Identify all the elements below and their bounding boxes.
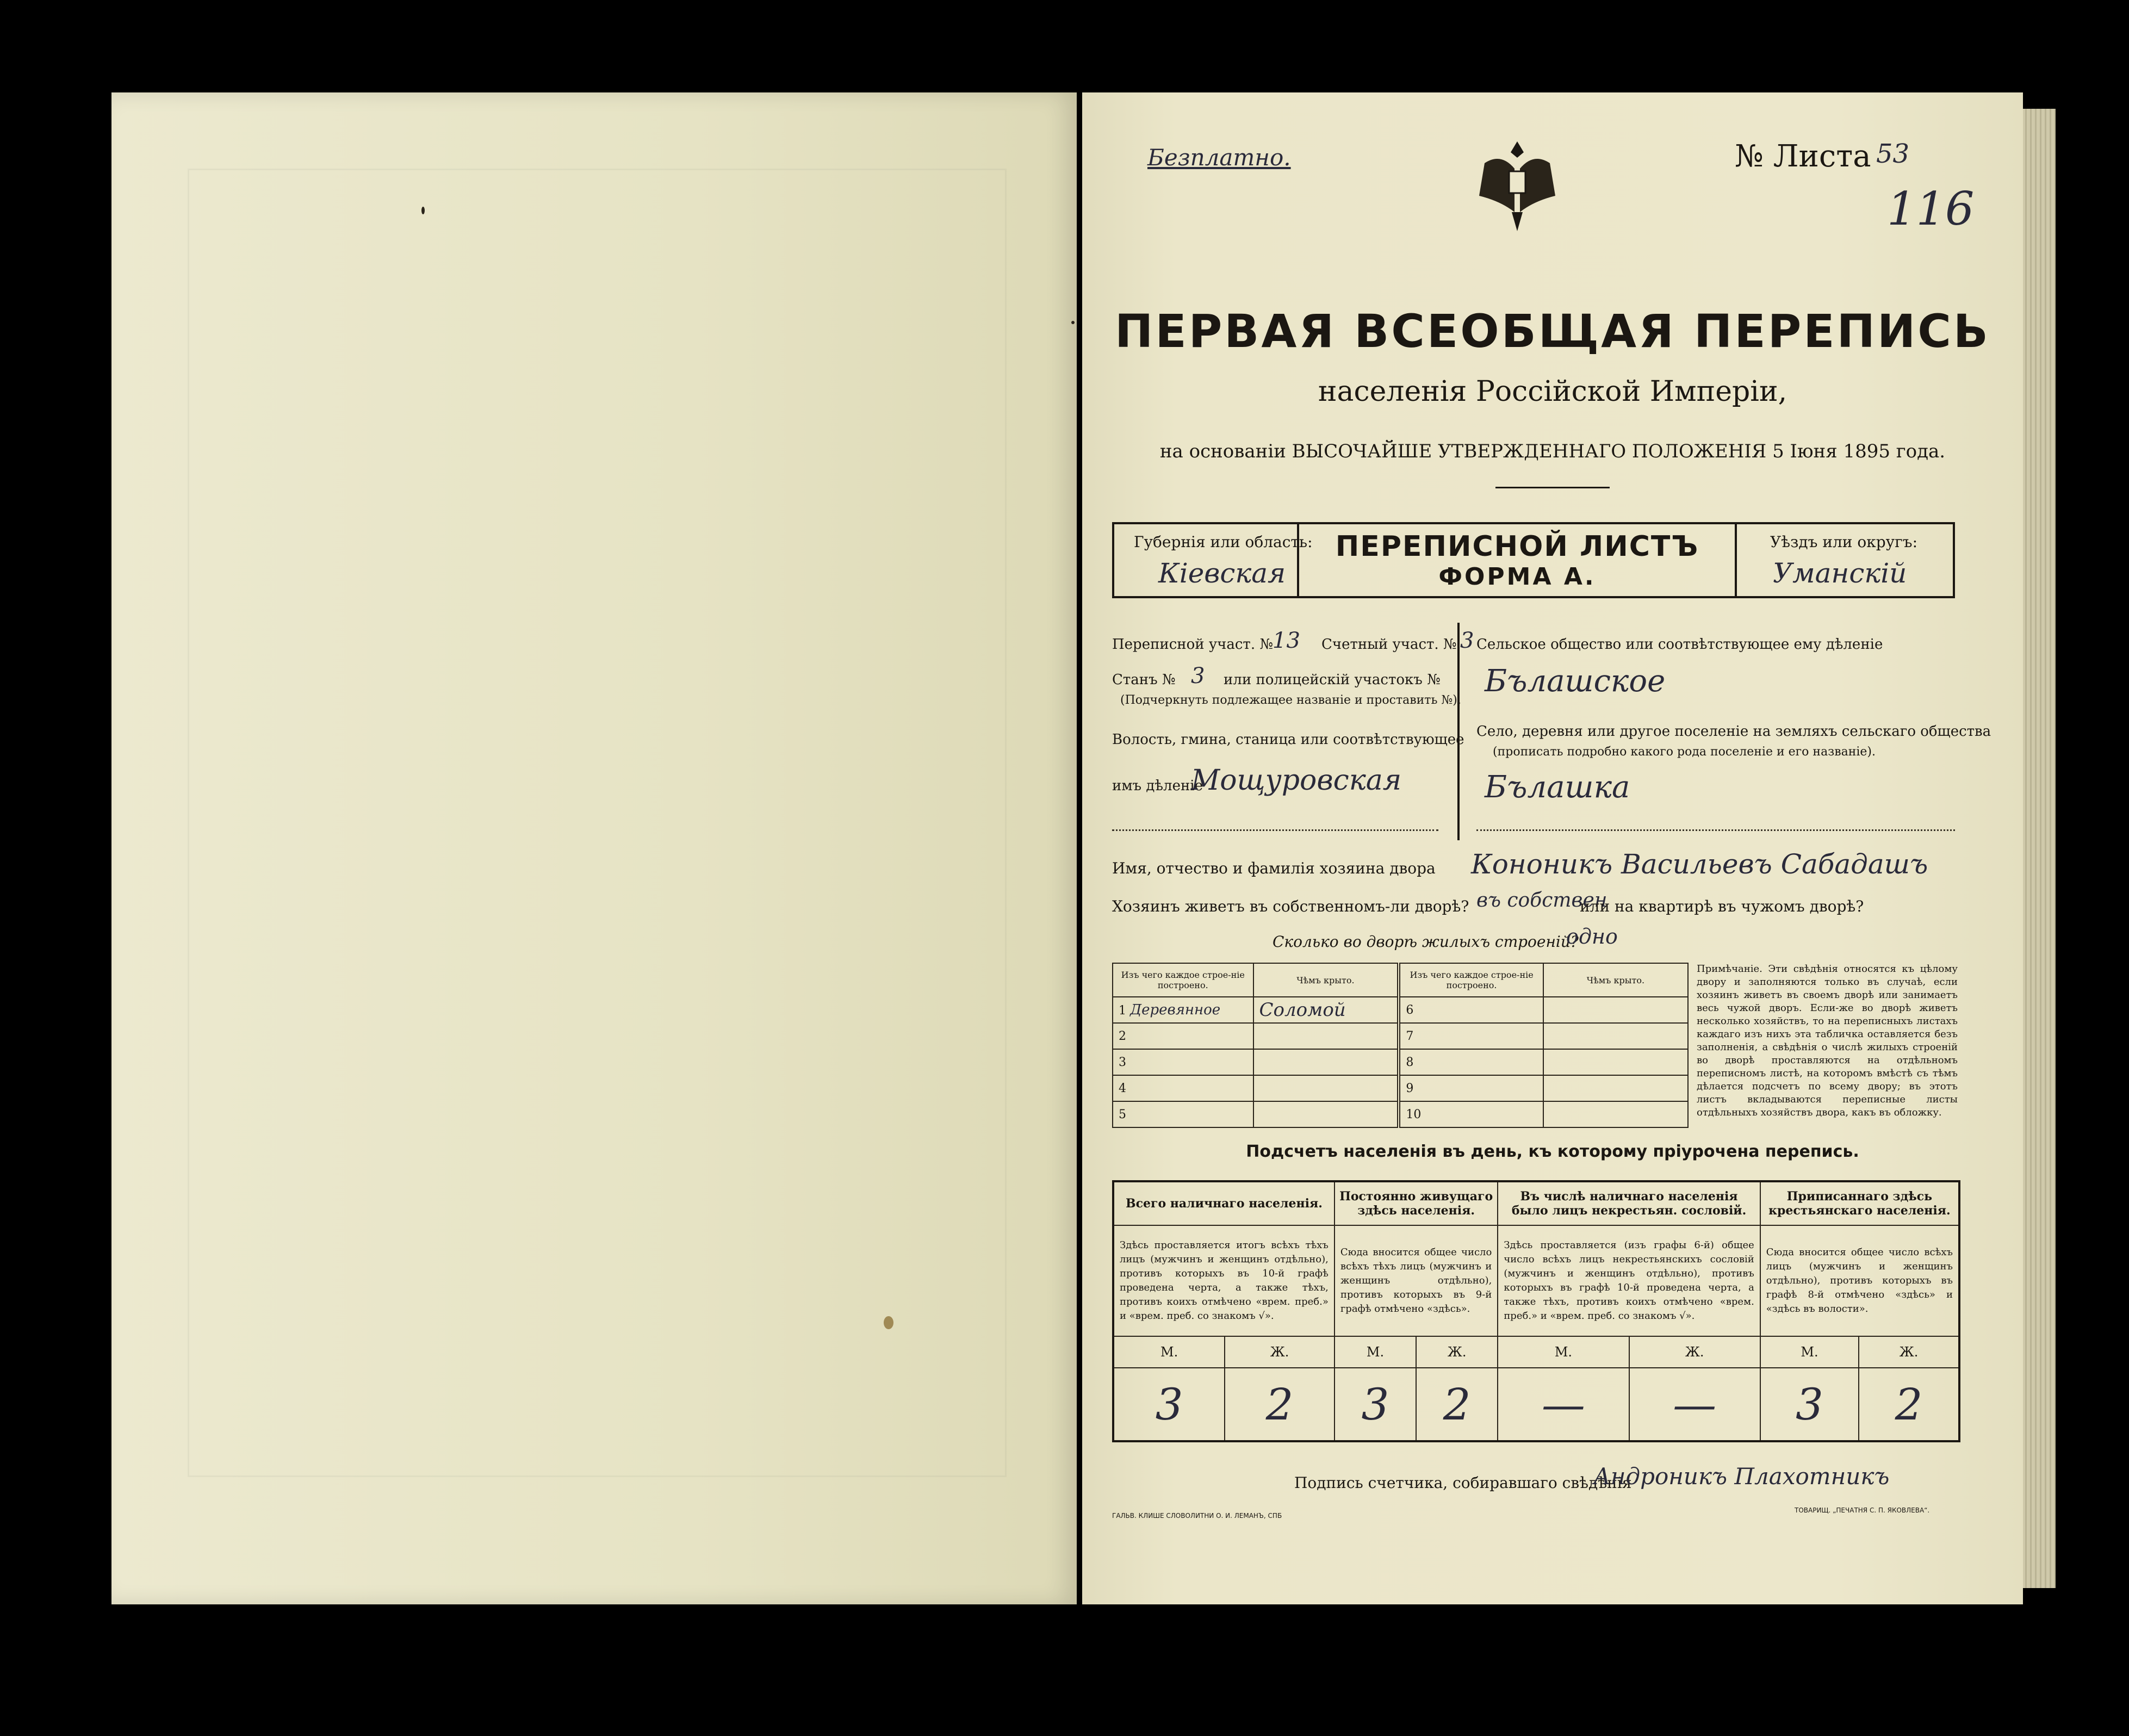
row-number: 8 (1399, 1049, 1543, 1075)
village-value: Бълашка (1485, 770, 1630, 805)
row-number: 3 (1113, 1049, 1253, 1075)
female-count: — (1629, 1368, 1760, 1441)
census-area-label: Переписной участ. № (1112, 636, 1273, 653)
volost-value: Мощуровская (1191, 764, 1402, 797)
female-label: Ж. (1416, 1336, 1498, 1368)
row-number: 10 (1399, 1101, 1543, 1127)
table-row (1113, 1023, 1688, 1049)
page-subtitle: населенія Россійской Имперіи, (1318, 375, 1787, 408)
male-count: — (1498, 1368, 1629, 1441)
signature-label: Подпись счетчика, собиравшаго свѣдѣнія (1294, 1474, 1632, 1492)
table-row (1113, 1101, 1688, 1127)
table-cell (1113, 997, 1253, 1023)
count-column-description: Сюда вносится общее число всѣхъ лицъ (мужчинъ и женщинъ отдѣльно), противъ которыхъ въ графѣ 8-й отмѣчено «здѣсь» и «здѣсь въ волости». (1760, 1225, 1959, 1336)
population-count-table (1112, 1180, 1960, 1442)
table-row (1113, 997, 1688, 1023)
buildings-table (1112, 963, 1689, 1128)
society-value: Бълашское (1485, 664, 1666, 699)
archive-number: 116 (1887, 182, 1975, 235)
cell-roof (1543, 1049, 1688, 1075)
form-title: ПЕРЕПИСНОЙ ЛИСТЪ (1335, 530, 1699, 563)
male-count: 3 (1113, 1368, 1225, 1441)
female-count: 2 (1416, 1368, 1498, 1441)
police-label: или полицейскій участокъ № (1224, 672, 1441, 688)
cell-roof (1543, 997, 1688, 1023)
volost-label: Волость, гмина, станица или соотвѣтствующее (1112, 731, 1464, 748)
count-column-description: Сюда вносится общее число всѣхъ тѣхъ лицъ (мужчинъ и женщинъ отдѣльно), противъ которыхъ въ 9-й графѣ отмѣчено «здѣсь». (1334, 1225, 1498, 1336)
printer-right: ТОВАРИЩ. „ПЕЧАТНЯ С. П. ЯКОВЛЕВА“. (1795, 1506, 1930, 1514)
column-header: Чѣмъ крыто. (1543, 963, 1688, 997)
column-divider (1457, 623, 1460, 840)
cell-roof (1543, 1075, 1688, 1101)
stan-label: Станъ № (1112, 672, 1176, 688)
column-header: Изъ чего каждое строе-ніе построено. (1113, 963, 1253, 997)
row-number: 7 (1399, 1023, 1543, 1049)
census-area-value: 13 (1273, 628, 1300, 653)
count-heading: Подсчетъ населенія въ день, къ которому пріурочена перепись. (1246, 1142, 1859, 1161)
row-number: 1 (1119, 1004, 1126, 1018)
district-label: Уѣздъ или округъ: (1770, 533, 1918, 551)
lives-label: Хозяинъ живетъ въ собственномъ-ли дворѣ? (1112, 897, 1469, 915)
row-number: 5 (1113, 1101, 1253, 1127)
divider (1735, 522, 1737, 598)
left-page (111, 92, 1077, 1604)
cell-roof (1253, 1101, 1399, 1127)
cell-roof (1253, 1023, 1399, 1049)
table-row (1113, 1049, 1688, 1075)
row-number: 2 (1113, 1023, 1253, 1049)
female-label: Ж. (1225, 1336, 1334, 1368)
imperial-eagle-icon (1463, 131, 1572, 239)
stan-note: (Подчеркнуть подлежащее названіе и проставить №). (1120, 693, 1461, 707)
column-header: Изъ чего каждое строе-ніе построено. (1399, 963, 1543, 997)
cell-roof (1543, 1023, 1688, 1049)
divider (1495, 487, 1610, 488)
sheet-number-value: 53 (1876, 139, 1910, 169)
page-title: ПЕРВАЯ ВСЕОБЩАЯ ПЕРЕПИСЬ (1115, 305, 1990, 358)
paper-stain (884, 1316, 893, 1329)
cell-roof (1253, 1075, 1399, 1101)
lives-value: въ собствен (1476, 889, 1607, 912)
count-area-label: Счетный участ. № (1321, 636, 1457, 653)
male-label: М. (1334, 1336, 1416, 1368)
volost-label-2: имъ дѣленіе (1112, 778, 1203, 794)
printer-left: ГАЛЬВ. КЛИШЕ СЛОВОЛИТНИ О. И. ЛЕМАНЪ, СПБ (1112, 1512, 1282, 1520)
count-column-title: Всего наличнаго населенія. (1113, 1181, 1334, 1225)
cell-material: Деревянное (1130, 1002, 1221, 1018)
owner-value: Кононикъ Васильевъ Сабадашъ (1471, 848, 1928, 880)
table-row (1113, 1075, 1688, 1101)
male-label: М. (1113, 1336, 1225, 1368)
count-column-description: Здѣсь проставляется (изъ графы 6-й) общее число всѣхъ лицъ некрестьянскихъ сословій (мужчинъ и женщинъ отдѣльно), противъ которыхъ въ графѣ 10-й проведена черта, а также тѣхъ, противъ коихъ отмѣчено «врем. преб.» и «врем. преб. со знакомъ √». (1498, 1225, 1760, 1336)
village-note: (прописать подробно какого рода поселеніе и его названіе). (1493, 745, 1876, 759)
sheet-number-label: № Листа (1735, 139, 1871, 174)
male-label: М. (1498, 1336, 1629, 1368)
count-column-title: Приписаннаго здѣсь крестьянскаго населенія. (1760, 1181, 1959, 1225)
form-subtitle: ФОРМА А. (1438, 563, 1596, 591)
blank-line (1112, 829, 1438, 831)
row-number: 6 (1399, 997, 1543, 1023)
free-label: Безплатно. (1147, 144, 1291, 171)
female-count: 2 (1859, 1368, 1959, 1441)
female-label: Ж. (1629, 1336, 1760, 1368)
census-sheet (1082, 92, 2023, 1604)
village-label: Село, деревня или другое поселеніе на земляхъ сельскаго общества (1476, 723, 1991, 740)
province-value: Кіевская (1158, 557, 1286, 589)
cell-roof (1253, 1049, 1399, 1075)
count-column-title: Постоянно живущаго здѣсь населенія. (1334, 1181, 1498, 1225)
female-label: Ж. (1859, 1336, 1959, 1368)
buildings-value: одно (1566, 925, 1618, 948)
district-value: Уманскій (1773, 557, 1907, 589)
row-number: 9 (1399, 1075, 1543, 1101)
buildings-note: Примѣчаніе. Эти свѣдѣнія относятся къ цѣлому двору и заполняются только въ случаѣ, если хозяинъ живетъ въ своемъ дворѣ или занимаетъ весь чужой дворъ. Если-же во дворѣ живетъ несколько хозяйствъ, то на переписныхъ листахъ каждаго изъ нихъ эта табличка оставляется безъ заполненія, а свѣдѣнія о числѣ жилыхъ строеній во дворѣ проставляются на отдѣльномъ переписномъ листѣ, на которомъ вмѣстѣ съ тѣмъ дѣлается подсчетъ по всему двору; въ этотъ листъ вкладываются переписные листы отдѣльныхъ хозяйствъ двора, какъ въ обложку. (1697, 963, 1958, 1118)
male-count: 3 (1334, 1368, 1416, 1441)
bleed-through-frame (188, 169, 1007, 1477)
legal-basis: на основаніи ВЫСОЧАЙШЕ УТВЕРЖДЕННАГО ПОЛОЖЕНІЯ 5 Іюня 1895 года. (1159, 441, 1946, 462)
paper-speck (1071, 321, 1075, 324)
count-area-value: 3 (1460, 628, 1474, 653)
lives-label-2: или на квартирѣ въ чужомъ дворѣ? (1580, 897, 1864, 915)
count-column-title: Въ числѣ наличнаго населенія было лицъ некрестьян. сословій. (1498, 1181, 1760, 1225)
female-count: 2 (1225, 1368, 1334, 1441)
count-column-description: Здѣсь проставляется итогъ всѣхъ тѣхъ лицъ (мужчинъ и женщинъ отдѣльно), противъ которыхъ въ 10-й графѣ проведена черта, а также тѣхъ, противъ коихъ отмѣчено «врем. преб.» и «врем. преб. со знакомъ √». (1113, 1225, 1334, 1336)
male-count: 3 (1760, 1368, 1859, 1441)
owner-label: Имя, отчество и фамилія хозяина двора (1112, 859, 1436, 877)
column-header: Чѣмъ крыто. (1253, 963, 1399, 997)
cell-roof: Соломой (1253, 997, 1399, 1023)
row-number: 4 (1113, 1075, 1253, 1101)
paper-speck (421, 207, 425, 214)
cell-roof (1543, 1101, 1688, 1127)
buildings-label: Сколько во дворѣ жилыхъ строеній? (1273, 933, 1579, 951)
stan-value: 3 (1191, 664, 1205, 689)
signature-value: Андроникъ Плахотникъ (1593, 1463, 1890, 1490)
male-label: М. (1760, 1336, 1859, 1368)
society-label: Сельское общество или соотвѣтствующее ему дѣленіе (1476, 636, 1883, 653)
blank-line (1476, 829, 1955, 831)
province-label: Губернія или область: (1134, 533, 1313, 551)
